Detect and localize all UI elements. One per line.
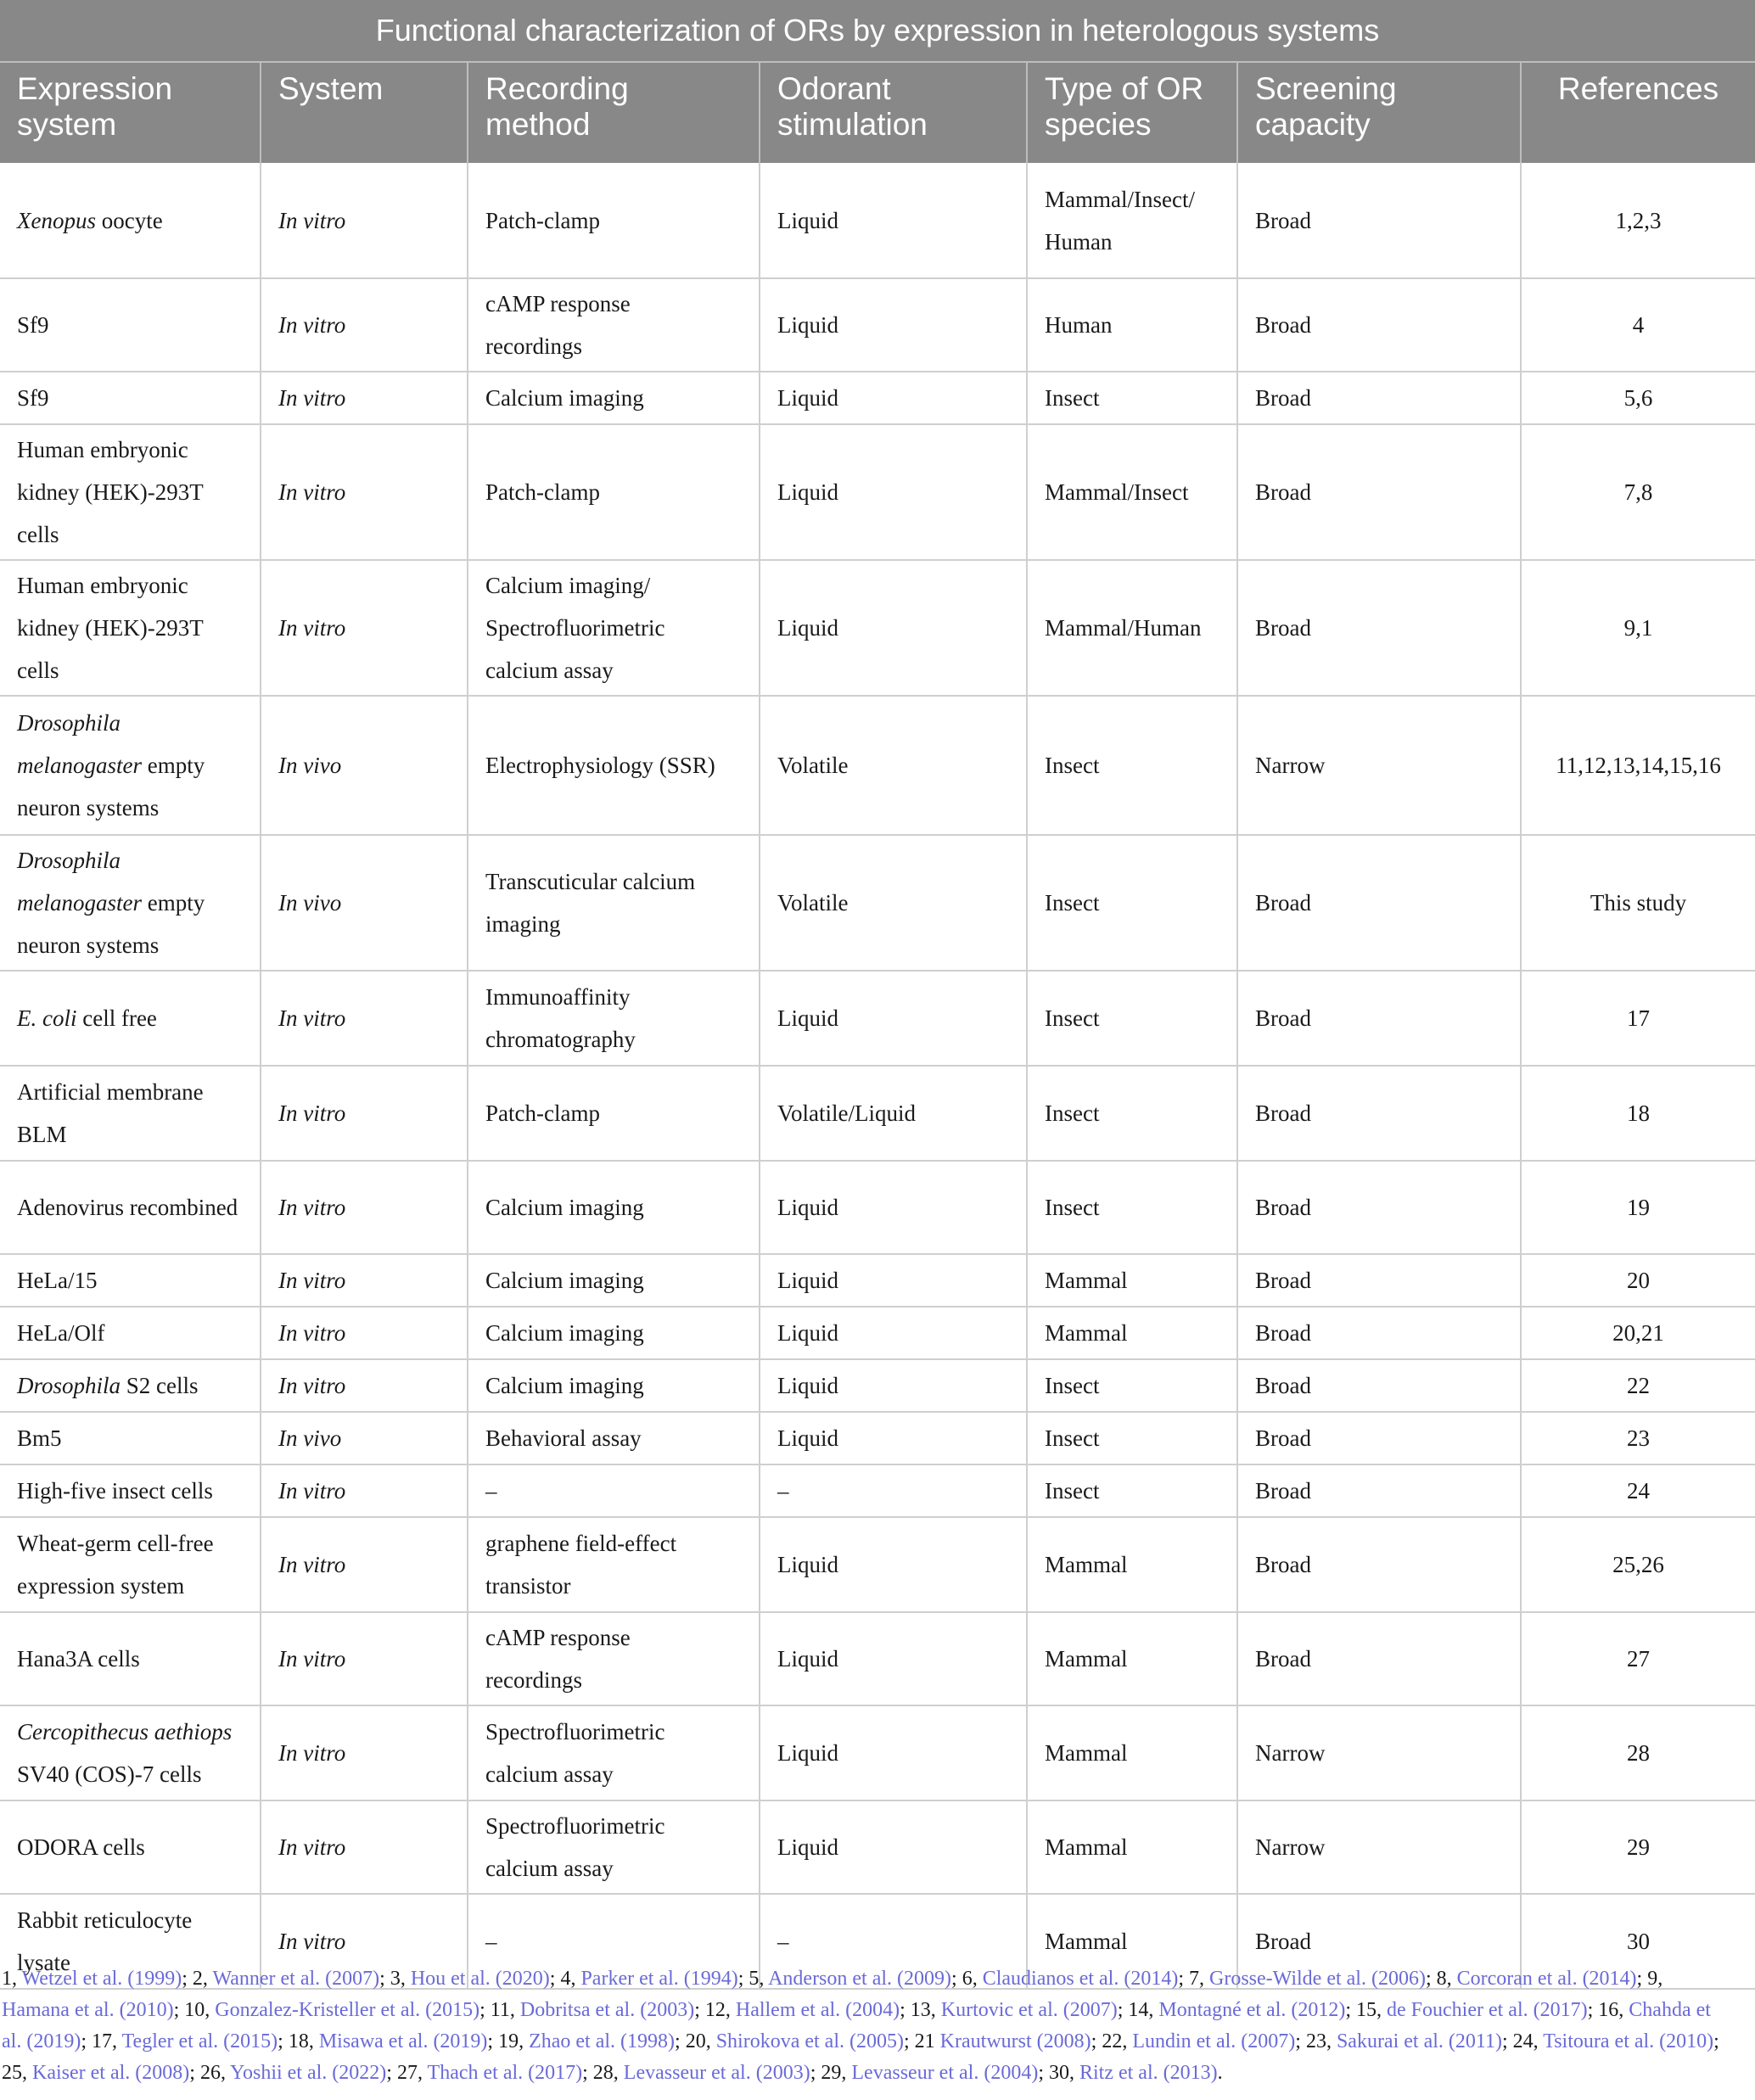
cell-expression-system: Adenovirus recombined: [0, 1161, 261, 1254]
footnote-number: 3,: [390, 1968, 411, 1990]
cell-odorant-stimulation: Liquid: [760, 1705, 1027, 1800]
cell-system: In vitro: [261, 971, 468, 1066]
header-odorant-stimulation: Odorant stimulation: [760, 62, 1027, 163]
cell-expression-system: Sf9: [0, 278, 261, 372]
cell-expression-system: Artificial membrane BLM: [0, 1066, 261, 1161]
citation-link[interactable]: Krautwurst (2008): [939, 2030, 1091, 2052]
cell-references: This study: [1521, 835, 1755, 971]
cell-recording-method: Calcium imaging: [468, 1307, 760, 1359]
cell-recording-method: Immunoaffinity chromatography: [468, 971, 760, 1066]
cell-odorant-stimulation: Volatile/Liquid: [760, 1066, 1027, 1161]
table-row: [0, 1464, 1755, 1517]
footnote-number: 17,: [91, 2030, 122, 2052]
cell-references: 25,26: [1521, 1517, 1755, 1612]
cell-odorant-stimulation: Liquid: [760, 278, 1027, 372]
cell-expression-system: Cercopithecus aethiops SV40 (COS)-7 cells: [0, 1705, 261, 1800]
citation-link[interactable]: Thach et al. (2017): [427, 2062, 583, 2084]
cell-recording-method: Behavioral assay: [468, 1412, 760, 1464]
citation-link[interactable]: Ritz et al. (2013): [1079, 2062, 1218, 2084]
cell-expression-system: E. coli cell free: [0, 971, 261, 1066]
cell-system: In vitro: [261, 424, 468, 560]
cell-references: 22: [1521, 1359, 1755, 1412]
footnote-number: 28,: [592, 2062, 624, 2084]
cell-recording-method: –: [468, 1464, 760, 1517]
cell-or-species: Mammal: [1027, 1517, 1237, 1612]
cell-recording-method: Electrophysiology (SSR): [468, 696, 760, 835]
citation-link[interactable]: Chahda et al. (2019): [2, 1999, 1711, 2052]
footnote-number: 6,: [962, 1968, 983, 1990]
cell-recording-method: Calcium imaging: [468, 1161, 760, 1254]
cell-or-species: Insect: [1027, 1161, 1237, 1254]
citation-link[interactable]: Wetzel et al. (1999): [21, 1968, 182, 1990]
cell-screening-capacity: Broad: [1237, 1254, 1521, 1307]
table-row: [0, 1412, 1755, 1464]
cell-recording-method: Calcium imaging: [468, 1254, 760, 1307]
cell-system: In vitro: [261, 1359, 468, 1412]
citation-link[interactable]: Corcoran et al. (2014): [1456, 1968, 1637, 1990]
cell-recording-method: Calcium imaging: [468, 372, 760, 424]
cell-references: 11,12,13,14,15,16: [1521, 696, 1755, 835]
table-row: [0, 1307, 1755, 1359]
cell-screening-capacity: Broad: [1237, 1307, 1521, 1359]
footnote-number: 7,: [1189, 1968, 1209, 1990]
cell-references: 19: [1521, 1161, 1755, 1254]
cell-odorant-stimulation: Liquid: [760, 1307, 1027, 1359]
cell-or-species: Insect: [1027, 971, 1237, 1066]
cell-expression-system: ODORA cells: [0, 1800, 261, 1894]
cell-recording-method: Patch-clamp: [468, 1066, 760, 1161]
cell-recording-method: Transcuticular calcium imaging: [468, 835, 760, 971]
citation-link[interactable]: Kaiser et al. (2008): [32, 2062, 190, 2084]
footnote-number: 16,: [1598, 1999, 1629, 2021]
table-row: [0, 1705, 1755, 1800]
cell-screening-capacity: Narrow: [1237, 1800, 1521, 1894]
footnote-number: 25,: [2, 2062, 32, 2084]
footnote-number: 1,: [2, 1968, 22, 1990]
cell-references: 20,21: [1521, 1307, 1755, 1359]
cell-or-species: Insect: [1027, 835, 1237, 971]
citation-link[interactable]: Dobritsa et al. (2003): [519, 1999, 695, 2021]
cell-odorant-stimulation: Liquid: [760, 560, 1027, 696]
cell-system: In vitro: [261, 1517, 468, 1612]
cell-screening-capacity: Narrow: [1237, 1705, 1521, 1800]
cell-odorant-stimulation: Liquid: [760, 1412, 1027, 1464]
cell-expression-system: Rabbit reticulocyte lysate: [0, 1894, 261, 1989]
cell-expression-system: Human embryonic kidney (HEK)-293T cells: [0, 560, 261, 696]
table-title: Functional characterization of ORs by expression in heterologous systems: [0, 0, 1755, 62]
cell-or-species: Mammal: [1027, 1612, 1237, 1705]
citation-link[interactable]: Tsitoura et al. (2010): [1543, 2030, 1714, 2052]
cell-references: 30: [1521, 1894, 1755, 1989]
footnote-number: 29,: [821, 2062, 852, 2084]
cell-recording-method: Calcium imaging/ Spectrofluorimetric calcium assay: [468, 560, 760, 696]
footnote-number: 22,: [1102, 2030, 1133, 2052]
citation-link[interactable]: Yoshii et al. (2022): [230, 2062, 387, 2084]
footnote-number: 26,: [199, 2062, 231, 2084]
citation-link[interactable]: Levasseur et al. (2004): [851, 2062, 1039, 2084]
cell-or-species: Insect: [1027, 1464, 1237, 1517]
cell-screening-capacity: Broad: [1237, 1161, 1521, 1254]
footnote-number: 4,: [560, 1968, 581, 1990]
cell-expression-system: HeLa/Olf: [0, 1307, 261, 1359]
cell-odorant-stimulation: Liquid: [760, 424, 1027, 560]
cell-recording-method: graphene field-effect transistor: [468, 1517, 760, 1612]
citation-link[interactable]: Anderson et al. (2009): [768, 1968, 952, 1990]
cell-recording-method: Patch-clamp: [468, 424, 760, 560]
cell-system: In vitro: [261, 1066, 468, 1161]
cell-screening-capacity: Broad: [1237, 1464, 1521, 1517]
cell-system: In vitro: [261, 163, 468, 278]
cell-system: In vitro: [261, 560, 468, 696]
cell-system: In vitro: [261, 1705, 468, 1800]
cell-references: 7,8: [1521, 424, 1755, 560]
table-row: [0, 1612, 1755, 1705]
footnote-number: 21: [914, 2030, 940, 2052]
cell-screening-capacity: Broad: [1237, 278, 1521, 372]
cell-or-species: Insect: [1027, 1359, 1237, 1412]
citation-link[interactable]: Claudianos et al. (2014): [982, 1968, 1179, 1990]
cell-expression-system: Drosophila S2 cells: [0, 1359, 261, 1412]
cell-or-species: Mammal: [1027, 1307, 1237, 1359]
cell-odorant-stimulation: Liquid: [760, 163, 1027, 278]
footnote-number: 18,: [288, 2030, 319, 2052]
footnote-number: 5,: [749, 1968, 769, 1990]
cell-expression-system: HeLa/15: [0, 1254, 261, 1307]
citation-link[interactable]: Shirokova et al. (2005): [715, 2030, 904, 2052]
cell-or-species: Insect: [1027, 696, 1237, 835]
cell-or-species: Mammal: [1027, 1254, 1237, 1307]
cell-odorant-stimulation: Liquid: [760, 1800, 1027, 1894]
citation-link[interactable]: Misawa et al. (2019): [318, 2030, 488, 2052]
cell-or-species: Mammal: [1027, 1800, 1237, 1894]
cell-or-species: Insect: [1027, 1066, 1237, 1161]
cell-recording-method: Spectrofluorimetric calcium assay: [468, 1800, 760, 1894]
header-references: References: [1521, 62, 1755, 163]
cell-expression-system: High-five insect cells: [0, 1464, 261, 1517]
table-row: [0, 835, 1755, 971]
cell-expression-system: Wheat-germ cell-free expression system: [0, 1517, 261, 1612]
cell-or-species: Insect: [1027, 1412, 1237, 1464]
cell-screening-capacity: Broad: [1237, 372, 1521, 424]
footnote-number: 30,: [1048, 2062, 1079, 2084]
cell-screening-capacity: Broad: [1237, 163, 1521, 278]
table-row: [0, 1161, 1755, 1254]
citation-link[interactable]: Lundin et al. (2007): [1132, 2030, 1296, 2052]
cell-odorant-stimulation: Volatile: [760, 696, 1027, 835]
table-row: [0, 560, 1755, 696]
citation-link[interactable]: Montagné et al. (2012): [1158, 1999, 1346, 2021]
cell-references: 1,2,3: [1521, 163, 1755, 278]
table-row: [0, 1359, 1755, 1412]
cell-or-species: Insect: [1027, 372, 1237, 424]
footnote-number: 2,: [192, 1968, 213, 1990]
cell-odorant-stimulation: Liquid: [760, 1161, 1027, 1254]
citation-link[interactable]: Kurtovic et al. (2007): [940, 1999, 1118, 2021]
cell-odorant-stimulation: Liquid: [760, 1517, 1027, 1612]
footnote-number: 13,: [910, 1999, 941, 2021]
cell-references: 20: [1521, 1254, 1755, 1307]
citation-link[interactable]: Hallem et al. (2004): [735, 1999, 900, 2021]
cell-expression-system: Drosophila melanogaster empty neuron systems: [0, 835, 261, 971]
cell-recording-method: Patch-clamp: [468, 163, 760, 278]
cell-expression-system: Xenopus oocyte: [0, 163, 261, 278]
citation-link[interactable]: Hou et al. (2020): [410, 1968, 550, 1990]
citation-link[interactable]: Parker et al. (1994): [580, 1968, 738, 1990]
cell-expression-system: Bm5: [0, 1412, 261, 1464]
footnote-number: 14,: [1128, 1999, 1159, 2021]
citation-link[interactable]: Levasseur et al. (2003): [623, 2062, 810, 2084]
cell-or-species: Mammal/Insect: [1027, 424, 1237, 560]
header-row: [0, 62, 1755, 163]
footnote-number: 15,: [1356, 1999, 1388, 2021]
cell-expression-system: Drosophila melanogaster empty neuron systems: [0, 696, 261, 835]
table-row: [0, 1517, 1755, 1612]
citation-link[interactable]: Hamana et al. (2010): [2, 1999, 174, 2021]
cell-references: 5,6: [1521, 372, 1755, 424]
cell-references: 28: [1521, 1705, 1755, 1800]
cell-system: In vivo: [261, 835, 468, 971]
cell-screening-capacity: Broad: [1237, 971, 1521, 1066]
citation-link[interactable]: Tegler et al. (2015): [121, 2030, 278, 2052]
cell-references: 27: [1521, 1612, 1755, 1705]
footnote-number: 8,: [1436, 1968, 1457, 1990]
cell-recording-method: Spectrofluorimetric calcium assay: [468, 1705, 760, 1800]
cell-screening-capacity: Broad: [1237, 1412, 1521, 1464]
cell-references: 17: [1521, 971, 1755, 1066]
citation-link[interactable]: de Fouchier et al. (2017): [1387, 1999, 1588, 2021]
cell-odorant-stimulation: –: [760, 1464, 1027, 1517]
cell-system: In vitro: [261, 1161, 468, 1254]
footnote-number: 23,: [1305, 2030, 1337, 2052]
footnote-number: 10,: [184, 1999, 216, 2021]
cell-or-species: Mammal: [1027, 1894, 1237, 1989]
cell-expression-system: Hana3A cells: [0, 1612, 261, 1705]
table-row: [0, 971, 1755, 1066]
cell-expression-system: Sf9: [0, 372, 261, 424]
header-system: System: [261, 62, 468, 163]
cell-recording-method: Calcium imaging: [468, 1359, 760, 1412]
cell-system: In vitro: [261, 1800, 468, 1894]
cell-odorant-stimulation: Liquid: [760, 1359, 1027, 1412]
cell-odorant-stimulation: Liquid: [760, 971, 1027, 1066]
cell-references: 9,1: [1521, 560, 1755, 696]
footnote-number: 11,: [490, 1999, 520, 2021]
cell-system: In vitro: [261, 1307, 468, 1359]
cell-system: In vitro: [261, 1612, 468, 1705]
cell-references: 18: [1521, 1066, 1755, 1161]
citation-link[interactable]: Grosse-Wilde et al. (2006): [1209, 1968, 1426, 1990]
footnote-number: 19,: [498, 2030, 530, 2052]
citation-link[interactable]: Wanner et al. (2007): [212, 1968, 380, 1990]
cell-screening-capacity: Broad: [1237, 424, 1521, 560]
cell-or-species: Mammal/Insect/ Human: [1027, 163, 1237, 278]
cell-screening-capacity: Broad: [1237, 1066, 1521, 1161]
table-row: [0, 424, 1755, 560]
cell-screening-capacity: Broad: [1237, 1359, 1521, 1412]
cell-system: In vivo: [261, 1412, 468, 1464]
citation-link[interactable]: Sakurai et al. (2011): [1336, 2030, 1502, 2052]
cell-system: In vivo: [261, 696, 468, 835]
cell-system: In vitro: [261, 372, 468, 424]
header-expression-system: Expression system: [0, 62, 261, 163]
cell-screening-capacity: Broad: [1237, 1612, 1521, 1705]
header-screening-capacity: Screening capacity: [1237, 62, 1521, 163]
header-recording-method: Recording method: [468, 62, 760, 163]
footnote-number: 9,: [1647, 1968, 1663, 1990]
cell-screening-capacity: Narrow: [1237, 696, 1521, 835]
table-footnote: 1, Wetzel et al. (1999); 2, Wanner et al. (2007); 3, Hou et al. (2020); 4, Parker et al. (1994); 5, Anderson et al. (2009); 6, Claudianos et al. (2014); 7, Grosse-Wilde et al. (2006); 8, Corcoran et al. (2014); 9, Hamana et al. (2010); 10, Gonzalez-Kristeller et al. (2015); 11, Dobritsa et al. (2003); 12, Hallem et al. (2004); 13, Kurtovic et al. (2007); 14, Montagné et al. (2012); 15, de Fouchier et al. (2017); 16, Chahda et al. (2019); 17, Tegler et al. (2015); 18, Misawa et al. (2019); 19, Zhao et al. (1998); 20, Shirokova et al. (2005); 21 Krautwurst (2008); 22, Lundin et al. (2007); 23, Sakurai et al. (2011); 24, Tsitoura et al. (2010); 25, Kaiser et al. (2008); 26, Yoshii et al. (2022); 27, Thach et al. (2017); 28, Levasseur et al. (2003); 29, Levasseur et al. (2004); 30, Ritz et al. (2013).: [2, 1968, 1719, 2084]
table-row: [0, 1800, 1755, 1894]
table-row: [0, 1254, 1755, 1307]
cell-system: In vitro: [261, 278, 468, 372]
cell-or-species: Mammal/Human: [1027, 560, 1237, 696]
cell-screening-capacity: Broad: [1237, 1517, 1521, 1612]
table-row: [0, 696, 1755, 835]
cell-references: 24: [1521, 1464, 1755, 1517]
table-row: [0, 1066, 1755, 1161]
footnote-number: 24,: [1512, 2030, 1544, 2052]
cell-or-species: Mammal: [1027, 1705, 1237, 1800]
cell-odorant-stimulation: Liquid: [760, 1254, 1027, 1307]
cell-screening-capacity: Broad: [1237, 1894, 1521, 1989]
cell-odorant-stimulation: Liquid: [760, 1612, 1027, 1705]
cell-or-species: Human: [1027, 278, 1237, 372]
cell-system: In vitro: [261, 1254, 468, 1307]
header-or-species: Type of OR species: [1027, 62, 1237, 163]
cell-references: 29: [1521, 1800, 1755, 1894]
footnote-number: 20,: [685, 2030, 716, 2052]
cell-system: In vitro: [261, 1894, 468, 1989]
citation-link[interactable]: Gonzalez-Kristeller et al. (2015): [215, 1999, 480, 2021]
cell-screening-capacity: Broad: [1237, 560, 1521, 696]
cell-references: 23: [1521, 1412, 1755, 1464]
table-row: [0, 278, 1755, 372]
table-row: [0, 372, 1755, 424]
cell-recording-method: –: [468, 1894, 760, 1989]
footnote-number: 27,: [396, 2062, 428, 2084]
cell-system: In vitro: [261, 1464, 468, 1517]
cell-odorant-stimulation: Volatile: [760, 835, 1027, 971]
cell-recording-method: cAMP response recordings: [468, 1612, 760, 1705]
cell-screening-capacity: Broad: [1237, 835, 1521, 971]
cell-references: 4: [1521, 278, 1755, 372]
cell-expression-system: Human embryonic kidney (HEK)-293T cells: [0, 424, 261, 560]
cell-odorant-stimulation: Liquid: [760, 372, 1027, 424]
cell-recording-method: cAMP response recordings: [468, 278, 760, 372]
cell-odorant-stimulation: –: [760, 1894, 1027, 1989]
footnote-number: 12,: [704, 1999, 736, 2021]
table-row: [0, 163, 1755, 278]
citation-link[interactable]: Zhao et al. (1998): [529, 2030, 676, 2052]
